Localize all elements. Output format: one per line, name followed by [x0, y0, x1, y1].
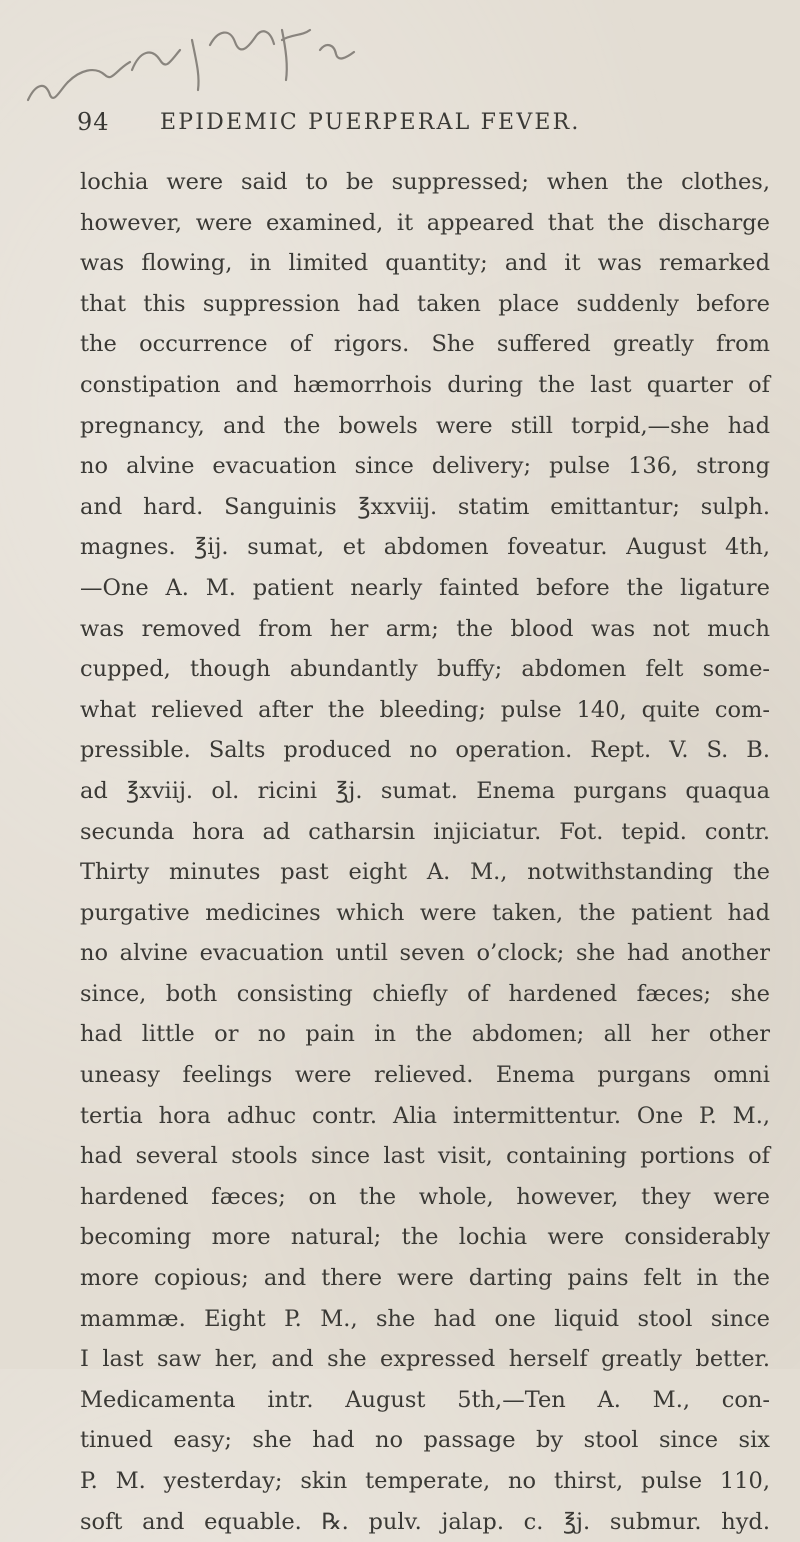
text-line: had little or no pain in the abdomen; all her other [80, 1021, 770, 1048]
text-line: however, were examined, it appeared that the discharge [80, 209, 770, 236]
running-head: EPIDEMIC PUERPERAL FEVER. [160, 110, 581, 135]
text-line: no alvine evacuation since delivery; pulse 136, strong [80, 453, 770, 480]
text-line: pregnancy, and the bowels were still torpid,—she had [80, 412, 770, 439]
text-line: pressible. Salts produced no operation. Rept. V. S. B. [80, 737, 770, 764]
text-line: constipation and hæmorrhois during the last quarter of [80, 371, 770, 398]
text-line: hardened fæces; on the whole, however, they were [80, 1183, 770, 1210]
body-paragraph [80, 162, 770, 1542]
text-line: had several stools since last visit, containing portions of [80, 1143, 770, 1170]
text-line: no alvine evacuation until seven o’clock; she had another [80, 940, 770, 967]
page-number: 94 [77, 108, 110, 136]
text-line: that this suppression had taken place suddenly before [80, 290, 770, 317]
text-line: tinued easy; she had no passage by stool since six [80, 1427, 770, 1454]
text-line: was removed from her arm; the blood was not much [80, 615, 770, 642]
text-line: magnes. ℥ij. sumat, et abdomen foveatur. August 4th, [80, 534, 770, 561]
text-line: and hard. Sanguinis ℥xxviij. statim emittantur; sulph. [80, 493, 770, 520]
text-line: the occurrence of rigors. She suffered greatly from [80, 331, 770, 358]
text-line: more copious; and there were darting pains felt in the [80, 1265, 770, 1292]
text-line: cupped, though abundantly buffy; abdomen felt some- [80, 656, 770, 683]
text-line: Medicamenta intr. August 5th,—Ten A. M., con- [80, 1386, 770, 1413]
text-line: was flowing, in limited quantity; and it was remarked [80, 250, 770, 277]
text-line: uneasy feelings were relieved. Enema purgans omni [80, 1062, 770, 1089]
text-line: Thirty minutes past eight A. M., notwithstanding the [80, 859, 770, 886]
text-line: tertia hora adhuc contr. Alia intermittentur. One P. M., [80, 1102, 770, 1129]
text-line: since, both consisting chiefly of hardened fæces; she [80, 980, 770, 1007]
text-line: P. M. yesterday; skin temperate, no thirst, pulse 110, [80, 1468, 770, 1494]
text-line: —One A. M. patient nearly fainted before the ligature [80, 574, 770, 601]
text-line: soft and equable. ℞. pulv. jalap. c. ℥j. submur. hyd. [80, 1508, 770, 1535]
page-header [0, 108, 800, 148]
handwritten-annotation [20, 0, 400, 110]
text-line: ad ℥xviij. ol. ricini ℥j. sumat. Enema purgans quaqua [80, 777, 770, 804]
text-line: becoming more natural; the lochia were considerably [80, 1224, 770, 1251]
text-line: I last saw her, and she expressed herself greatly better. [80, 1346, 770, 1373]
text-line: purgative medicines which were taken, the patient had [80, 899, 770, 926]
text-line: what relieved after the bleeding; pulse 140, quite com- [80, 696, 770, 723]
text-line: mammæ. Eight P. M., she had one liquid stool since [80, 1305, 770, 1332]
text-line: secunda hora ad catharsin injiciatur. Fot. tepid. contr. [80, 818, 770, 845]
text-line: lochia were said to be suppressed; when the clothes, [80, 169, 770, 195]
